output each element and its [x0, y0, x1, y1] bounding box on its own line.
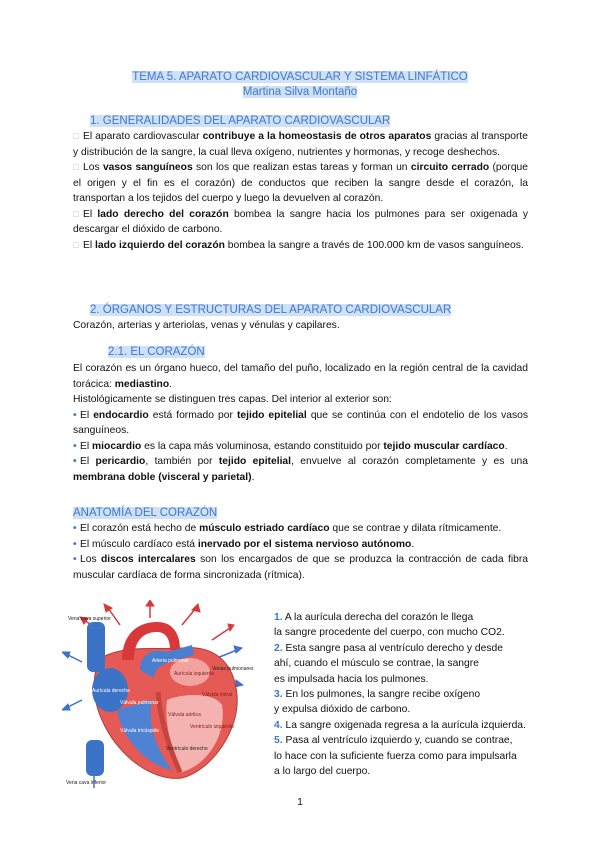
section1-paragraph-2: □ Los vasos sanguíneos son los que realizan estas tareas y forman un circuito cerrado (porque el origen y el fin es el corazón) de conductos que reciben la sangre desde el corazón, la transportan a los tejidos del cuerpo y luego la devuelven al corazón. — [73, 162, 528, 204]
label-vena-superior: Vena cava superior — [68, 616, 111, 622]
label-vena-inferior: Vena cava inferior — [66, 780, 107, 786]
bullet-dot-icon: • — [73, 456, 77, 467]
section21-heading: 2.1. EL CORAZÓN — [108, 346, 205, 358]
label-auricula-izquierda: Aurícula izquierda — [174, 671, 215, 677]
square-bullet-icon: □ — [73, 131, 79, 141]
step-5: 5. Pasa al ventrículo izquierdo y, cuando se contrae, — [274, 735, 513, 747]
step-1-line-2: la sangre procedente del cuerpo, con mucho CO2. — [274, 627, 505, 639]
label-ventriculo-izquierdo: Ventrículo izquierdo — [190, 724, 234, 730]
label-valvula-pulmonar: Válvula pulmonar — [120, 700, 159, 706]
anatomy-bullet-3: • Los discos intercalares son los encargados de que se produzca la contracción de cada fibra muscular cardíaca de forma sincronizada (rítmica). — [73, 554, 528, 581]
vena-cava-superior — [87, 622, 105, 672]
bullet-dot-icon: • — [73, 440, 77, 452]
heart-diagram — [62, 600, 262, 790]
section21-body — [73, 361, 528, 485]
step-5-line-2: lo hace con la suficiente fuerza como para impulsarla — [274, 750, 517, 762]
page-number: 1 — [297, 797, 303, 808]
document-title: TEMA 5. APARATO CARDIOVASCULAR Y SISTEMA LINFÁTICO — [132, 71, 468, 83]
section21-paragraph-1: El corazón es un órgano hueco, del tamaño del puño, localizado en la región central de la cavidad torácica: mediastino. — [73, 363, 528, 390]
title-block — [0, 70, 600, 100]
document-author: Martina Silva Montaño — [242, 86, 358, 98]
label-auricula-derecha: Aurícula derecha — [92, 688, 130, 694]
anatomy-bullet-2: • El músculo cardíaco está inervado por el sistema nervioso autónomo. — [73, 537, 528, 553]
step-4: 4. La sangre oxigenada regresa a la aurícula izquierda. — [274, 719, 526, 731]
section1-body — [73, 129, 528, 253]
bullet-dot-icon: • — [73, 409, 77, 421]
anatomy-bullet-1: • El corazón está hecho de músculo estriado cardíaco que se contrae y dilata rítmicamente. — [73, 521, 528, 537]
step-3-line-2: y expulsa dióxido de carbono. — [274, 704, 411, 716]
label-arteria-pulmonar: Arteria pulmonar — [152, 658, 189, 664]
section1-paragraph-3: □ El lado derecho del corazón bombea la sangre hacia los pulmones para ser oxigenada y descargar el dióxido de carbono. — [73, 208, 528, 235]
section21-heading-wrap — [108, 345, 205, 360]
vena-cava-inferior — [86, 740, 104, 776]
section1-paragraph-1: □ El aparato cardiovascular contribuye a la homeostasis de otros aparatos gracias al transporte y distribución de la sangre, la cual lleva oxígeno, nutrientes y hormonas, y recoge deshechos. — [73, 131, 528, 158]
section1-heading-wrap — [90, 114, 390, 129]
section21-bullet-2: • El miocardio es la capa más voluminosa, estando constituido por tejido muscular cardíaco. — [73, 439, 528, 455]
section21-bullet-1: • El endocardio está formado por tejido epitelial que se continúa con el endotelio de los vasos sanguíneos. — [73, 409, 528, 436]
square-bullet-icon: □ — [73, 162, 79, 172]
circulation-steps — [274, 610, 574, 779]
label-valvula-aortica: Válvula aórtica — [168, 712, 201, 718]
anatomy-body — [73, 521, 528, 583]
step-5-line-3: a lo largo del cuerpo. — [274, 766, 371, 778]
label-valvula-mitral: Válvula mitral — [202, 692, 233, 698]
label-valvula-tricuspide: Válvula tricúspide — [120, 728, 160, 734]
step-2-line-3: es impulsada hacia los pulmones. — [274, 673, 429, 685]
section2-heading-wrap — [90, 303, 451, 318]
square-bullet-icon: □ — [73, 239, 79, 250]
bullet-dot-icon: • — [73, 523, 77, 534]
section1-heading: 1. GENERALIDADES DEL APARATO CARDIOVASCULAR — [90, 115, 391, 127]
square-bullet-icon: □ — [73, 208, 79, 219]
section2-heading: 2. ÓRGANOS Y ESTRUCTURAS DEL APARATO CARDIOVASCULAR — [90, 304, 452, 316]
section2-intro: Corazón, arterias y arteriolas, venas y vénulas y capilares. — [73, 320, 340, 331]
step-2: 2. Esta sangre pasa al ventrículo derecho y desde — [274, 642, 503, 654]
section1-paragraph-4: □ El lado izquierdo del corazón bombea la sangre a través de 100.000 km de vasos sanguíneos. — [73, 238, 528, 254]
bullet-dot-icon: • — [73, 554, 77, 565]
label-ventriculo-derecho: Ventrículo derecho — [166, 746, 208, 752]
section21-bullet-3: • El pericardio, también por tejido epitelial, envuelve al corazón completamente y es una membrana doble (visceral y parietal). — [73, 456, 528, 483]
step-1: 1. A la aurícula derecha del corazón le llega — [274, 612, 474, 623]
label-venas-pulmonares: Venas pulmonares — [212, 666, 254, 672]
anatomy-heading: ANATOMÍA DEL CORAZÓN — [73, 507, 218, 519]
anatomy-heading-wrap — [73, 506, 217, 521]
step-3: 3. En los pulmones, la sangre recibe oxígeno — [274, 689, 481, 701]
section2-intro-wrap — [73, 318, 528, 334]
section21-paragraph-2: Histológicamente se distinguen tres capas. Del interior al exterior son: — [73, 394, 392, 405]
step-2-line-2: ahí, cuando el músculo se contrae, la sangre — [274, 658, 479, 670]
label-aorta: Aorta — [142, 636, 154, 642]
bullet-dot-icon: • — [73, 538, 77, 550]
